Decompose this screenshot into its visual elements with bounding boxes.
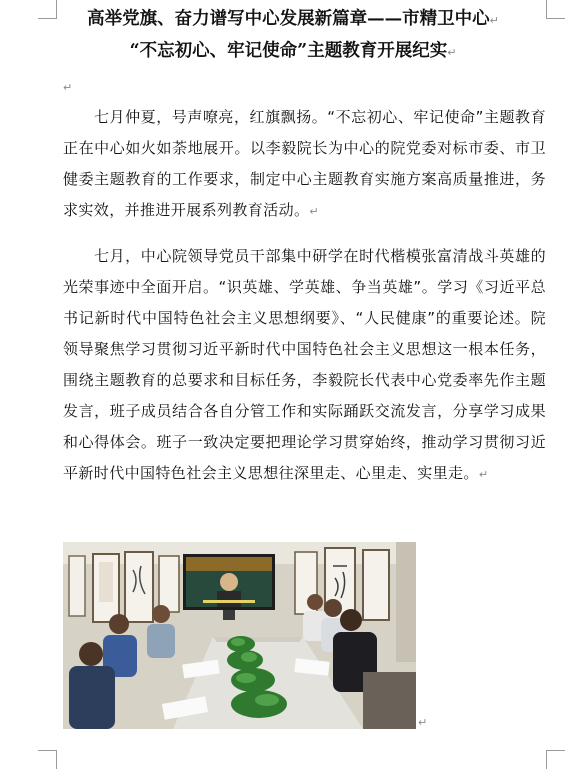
page-corner-mark [38, 750, 57, 769]
title-text: 高举党旗、奋力谱写中心发展新篇章——市精卫中心 [87, 9, 490, 29]
meeting-photo-illustration [63, 542, 416, 729]
paragraph-mark-icon: ↵ [447, 46, 457, 59]
body-paragraph [63, 102, 546, 227]
page-corner-mark [546, 750, 565, 769]
paragraph-text: 七月仲夏，号声嘹亮，红旗飘扬。“不忘初心、牢记使命”主题教育正在中心如火如荼地展开。以李毅院长为中心的院党委对标市委、市卫健委主题教育的工作要求，制定中心主题教育实施方案高质量推进，务求实效，并推进开展系列教育活动。 [63, 108, 546, 219]
paragraph-mark-icon: ↵ [418, 716, 428, 729]
paragraph-mark-icon: ↵ [489, 14, 499, 27]
page-corner-mark [546, 0, 565, 19]
paragraph-mark-icon: ↵ [478, 468, 489, 481]
paragraph-text: 七月，中心院领导党员干部集中研学在时代楷模张富清战斗英雄的光荣事迹中全面开启。“识英雄、学英雄、争当英雄”。学习《习近平总书记新时代中国特色社会主义思想纲要》、“人民健康”的重要论述。院领导聚焦学习贯彻习近平新时代中国特色社会主义思想这一根本任务，围绕主题教育的总要求和目标任务，李毅院长代表中心党委率先作主题发言，班子成员结合各自分管工作和实际踊跃交流发言，分享学习成果和心得体会。班子一致决定要把理论学习贯穿始终，推动学习贯彻习近平新时代中国特色社会主义思想往深里走、心里走、实里走。 [63, 247, 546, 482]
document-title-line-2 [40, 40, 546, 64]
paragraph-mark-icon: ↵ [63, 81, 73, 94]
title-text: “不忘初心、牢记使命”主题教育开展纪实 [129, 41, 448, 61]
body-paragraph [63, 241, 546, 490]
document-title-line-1 [40, 8, 546, 32]
meeting-photo [63, 542, 416, 729]
paragraph-mark-icon: ↵ [309, 205, 320, 218]
